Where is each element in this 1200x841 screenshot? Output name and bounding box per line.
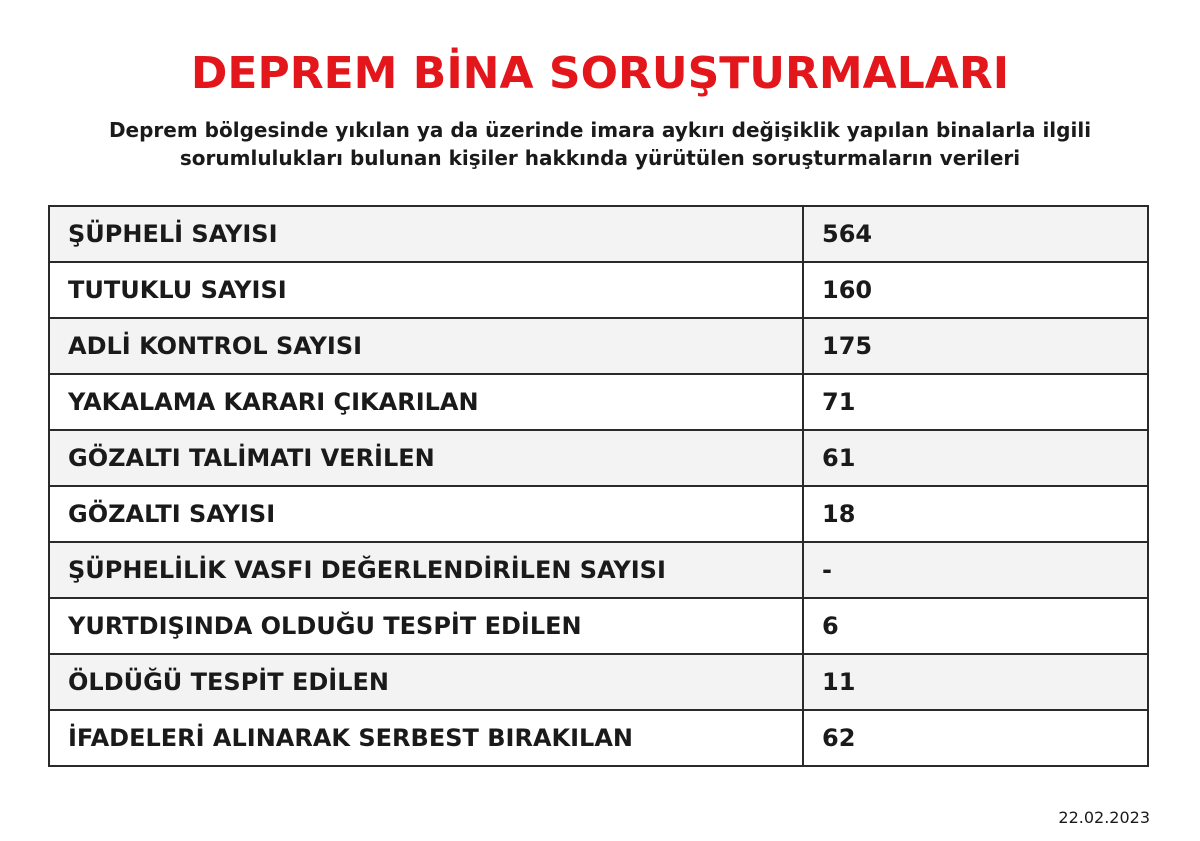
row-label: GÖZALTI SAYISI xyxy=(49,486,803,542)
row-label: ÖLDÜĞÜ TESPİT EDİLEN xyxy=(49,654,803,710)
row-value: 6 xyxy=(803,598,1148,654)
row-label: ŞÜPHELİLİK VASFI DEĞERLENDİRİLEN SAYISI xyxy=(49,542,803,598)
table-row xyxy=(49,318,1148,374)
row-value: 62 xyxy=(803,710,1148,766)
row-label: GÖZALTI TALİMATI VERİLEN xyxy=(49,430,803,486)
row-value: 175 xyxy=(803,318,1148,374)
row-value: 11 xyxy=(803,654,1148,710)
investigation-stats-table xyxy=(48,205,1149,767)
row-label: YAKALAMA KARARI ÇIKARILAN xyxy=(49,374,803,430)
table-row xyxy=(49,430,1148,486)
row-label: ADLİ KONTROL SAYISI xyxy=(49,318,803,374)
row-value: 71 xyxy=(803,374,1148,430)
row-label: TUTUKLU SAYISI xyxy=(49,262,803,318)
table-row xyxy=(49,262,1148,318)
table-row xyxy=(49,710,1148,766)
row-label: ŞÜPHELİ SAYISI xyxy=(49,206,803,262)
table-row xyxy=(49,654,1148,710)
row-value: 160 xyxy=(803,262,1148,318)
publish-date: 22.02.2023 xyxy=(1058,808,1150,827)
row-value: - xyxy=(803,542,1148,598)
table-row xyxy=(49,206,1148,262)
subtitle-line-1: Deprem bölgesinde yıkılan ya da üzerinde imara aykırı değişiklik yapılan binalarla ilgili xyxy=(108,118,1092,142)
row-value: 564 xyxy=(803,206,1148,262)
row-value: 18 xyxy=(803,486,1148,542)
table-row xyxy=(49,486,1148,542)
table-row xyxy=(49,598,1148,654)
page-subtitle xyxy=(40,116,1160,172)
table-row xyxy=(49,542,1148,598)
row-label: YURTDIŞINDA OLDUĞU TESPİT EDİLEN xyxy=(49,598,803,654)
subtitle-line-2: sorumlulukları bulunan kişiler hakkında yürütülen soruşturmaların verileri xyxy=(179,146,1021,170)
row-label: İFADELERİ ALINARAK SERBEST BIRAKILAN xyxy=(49,710,803,766)
page-title: DEPREM BİNA SORUŞTURMALARI xyxy=(190,48,1010,99)
table-row xyxy=(49,374,1148,430)
row-value: 61 xyxy=(803,430,1148,486)
